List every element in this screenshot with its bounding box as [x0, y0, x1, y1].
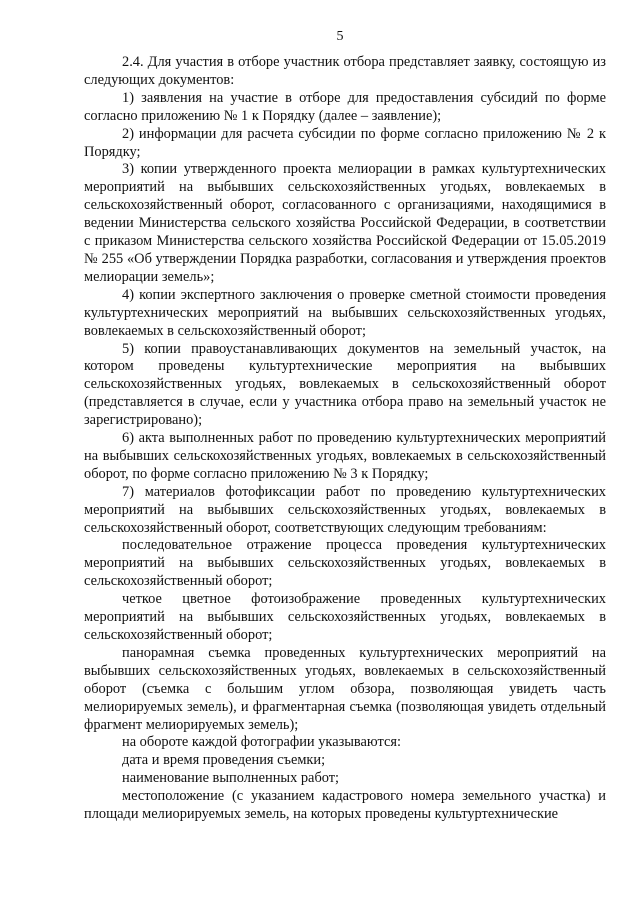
paragraph-requirement-sequence: последовательное отражение процесса проведения культуртехнических мероприятий на выбывших сельскохозяйственных угодьях, вовлекаемых в сельскохозяйственный оборот;	[84, 537, 606, 590]
page-number: 5	[336, 29, 344, 44]
paragraph-requirement-color-photo: четкое цветное фотоизображение проведенных культуртехнических мероприятий на выбывших сельскохозяйственных угодьях, вовлекаемых в сельскохозяйственный оборот;	[84, 591, 606, 643]
paragraph-item-1: 1) заявления на участие в отборе для предоставления субсидий по форме согласно приложению № 1 к Порядку (далее – заявление);	[84, 89, 606, 124]
paragraph-item-7: 7) материалов фотофиксации работ по проведению культуртехнических мероприятий на выбывших сельскохозяйственных угодьях, вовлекаемых в сельскохозяйственный оборот, соответствующих следующим требованиям:	[84, 483, 606, 536]
paragraph-requirement-panorama: панорамная съемка проведенных культуртехнических мероприятий на выбывших сельскохозяйственных угодьях, вовлекаемых в сельскохозяйственный оборот (съемка с большим углом обзора, позволяющая увидеть часть мелиорируемых земель), и фрагментарная съемка (позволяющая увидеть отдельный фрагмент мелиорируемых земель);	[84, 644, 606, 733]
paragraph-item-2: 2) информации для расчета субсидии по форме согласно приложению № 2 к Порядку;	[84, 125, 606, 160]
paragraph-photo-reverse: на обороте каждой фотографии указываются:	[122, 734, 401, 751]
paragraph-2-4: 2.4. Для участия в отборе участник отбора представляет заявку, состоящую из следующих документов:	[84, 54, 606, 88]
paragraph-item-5: 5) копии правоустанавливающих документов на земельный участок, на котором проведены культуртехнические мероприятия на выбывших сельскохозяйственных угодьях, вовлекаемых в сельскохозяйственный оборот (представляется в случае, если у участника отбора право на земельный участок не зарегистрировано);	[84, 340, 606, 429]
paragraph-date-time: дата и время проведения съемки;	[122, 752, 326, 769]
paragraph-item-3: 3) копии утвержденного проекта мелиорации в рамках культуртехнических мероприятий на выбывших сельскохозяйственных угодьях, вовлекаемых в сельскохозяйственный оборот, согласованного с организациями, находящимися в ведении Министерства сельского хозяйства Российской Федерации, в соответствии с приказом Министерства сельского хозяйства Российской Федерации от 15.05.2019 № 255 «Об утверждении Порядка разработки, согласования и утверждения проектов мелиорации земель»;	[84, 161, 606, 285]
paragraph-item-4: 4) копии экспертного заключения о проверке сметной стоимости проведения культуртехнических мероприятий на выбывших сельскохозяйственных угодьях, вовлекаемых в сельскохозяйственный оборот;	[84, 286, 606, 339]
paragraph-work-name: наименование выполненных работ;	[122, 770, 340, 787]
paragraph-location: местоположение (с указанием кадастрового номера земельного участка) и площади мелиорируемых земель, на которых проведены культуртехнические	[84, 788, 606, 823]
paragraph-item-6: 6) акта выполненных работ по проведению культуртехнических мероприятий на выбывших сельскохозяйственных угодьях, вовлекаемых в сельскохозяйственный оборот, по форме согласно приложению № 3 к Порядку;	[84, 430, 606, 482]
